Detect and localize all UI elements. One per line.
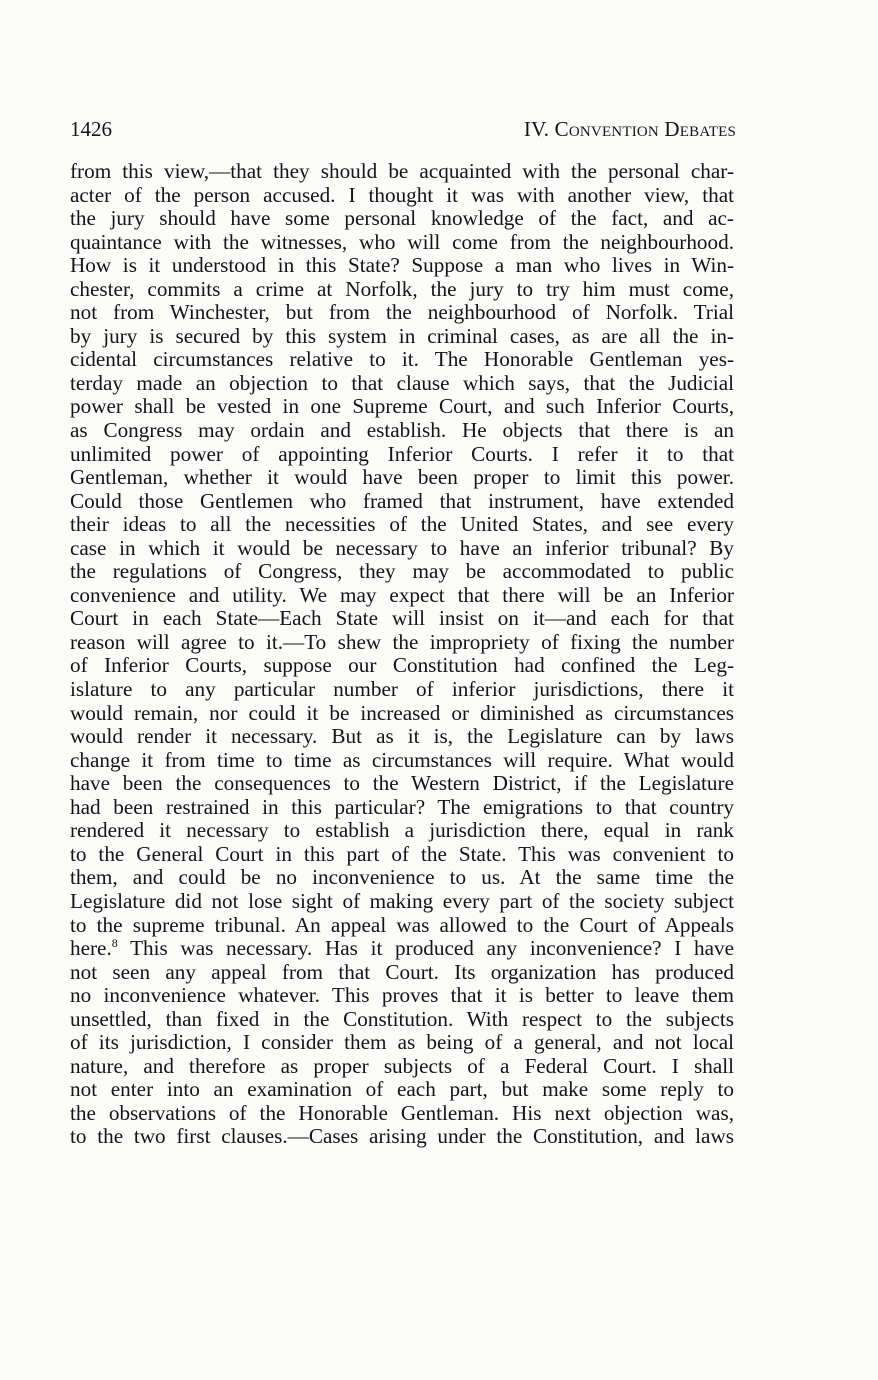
footnote-marker: 8 (111, 936, 118, 951)
text-line: acter of the person accused. I thought it was with another view, that (70, 182, 734, 207)
text-line: of Inferior Courts, suppose our Constitution had confined the Leg- (70, 653, 734, 678)
body-text (70, 160, 734, 1149)
text-line: would render it necessary. But as it is, the Legislature can by laws (70, 724, 734, 749)
text-line: power shall be vested in one Supreme Court, and such Inferior Courts, (70, 394, 734, 419)
text-line: nature, and therefore as proper subjects of a Federal Court. I shall (70, 1053, 734, 1078)
text-line: from this view,—that they should be acquainted with the personal char- (70, 159, 734, 183)
text-line: of its jurisdiction, I consider them as being of a general, and not local (70, 1030, 734, 1055)
text-line: islature to any particular number of inferior jurisdictions, there it (70, 677, 734, 702)
text-line: case in which it would be necessary to have an inferior tribunal? By (70, 535, 734, 560)
text-line: by jury is secured by this system in criminal cases, as are all the in- (70, 323, 734, 348)
text-line: Gentleman, whether it would have been proper to limit this power. (70, 465, 734, 490)
text-line: have been the consequences to the Western District, if the Legislature (70, 771, 734, 796)
text-line: their ideas to all the necessities of the United States, and see every (70, 512, 734, 537)
text-line: quaintance with the witnesses, who will come from the neighbourhood. (70, 229, 734, 254)
text-line: How is it understood in this State? Suppose a man who lives in Win- (70, 253, 734, 278)
text-line: Court in each State—Each State will insist on it—and each for that (70, 606, 734, 631)
text-line: terday made an objection to that clause which says, that the Judicial (70, 370, 734, 395)
text-line: rendered it necessary to establish a jurisdiction there, equal in rank (70, 818, 734, 843)
text-line: the regulations of Congress, they may be accommodated to public (70, 559, 734, 584)
text-line: convenience and utility. We may expect that there will be an Inferior (70, 582, 734, 607)
running-head (70, 116, 736, 142)
text-line: them, and could be no inconvenience to us. At the same time the (70, 865, 734, 890)
text-line: chester, commits a crime at Norfolk, the jury to try him must come, (70, 276, 734, 301)
text-line: the jury should have some personal knowledge of the fact, and ac- (70, 206, 734, 231)
text-line: not enter into an examination of each part, but make some reply to (70, 1077, 734, 1102)
text-line: to the General Court in this part of the State. This was convenient to (70, 841, 734, 866)
text-line: no inconvenience whatever. This proves that it is better to leave them (70, 983, 734, 1008)
text-line: not seen any appeal from that Court. Its organization has produced (70, 959, 734, 984)
text-line: cidental circumstances relative to it. The Honorable Gentleman yes- (70, 347, 734, 372)
text-line: change it from time to time as circumstances will require. What would (70, 747, 734, 772)
text-fragment: here. (70, 936, 112, 961)
text-line: to the supreme tribunal. An appeal was allowed to the Court of Appeals (70, 912, 734, 937)
text-line: Legislature did not lose sight of making every part of the society subject (70, 888, 734, 913)
text-line: to the two first clauses.—Cases arising under the Constitution, and laws (70, 1124, 734, 1149)
section-title: IV. Convention Debates (523, 117, 736, 141)
text-line: unsettled, than fixed in the Constitution. With respect to the subjects (70, 1006, 734, 1031)
text-line: as Congress may ordain and establish. He objects that there is an (70, 418, 734, 443)
page-number: 1426 (70, 117, 112, 141)
text-line-with-footnote (70, 937, 734, 961)
text-line: the observations of the Honorable Gentleman. His next objection was, (70, 1100, 734, 1125)
text-line: unlimited power of appointing Inferior Courts. I refer it to that (70, 441, 734, 466)
text-line: not from Winchester, but from the neighbourhood of Norfolk. Trial (70, 300, 734, 325)
text-line: reason will agree to it.—To shew the impropriety of fixing the number (70, 629, 734, 654)
text-fragment: This was necessary. Has it produced any inconvenience? I have (130, 936, 734, 961)
text-line: Could those Gentlemen who framed that instrument, have extended (70, 488, 734, 513)
text-line: had been restrained in this particular? The emigrations to that country (70, 794, 734, 819)
text-line: would remain, nor could it be increased or diminished as circumstances (70, 700, 734, 725)
